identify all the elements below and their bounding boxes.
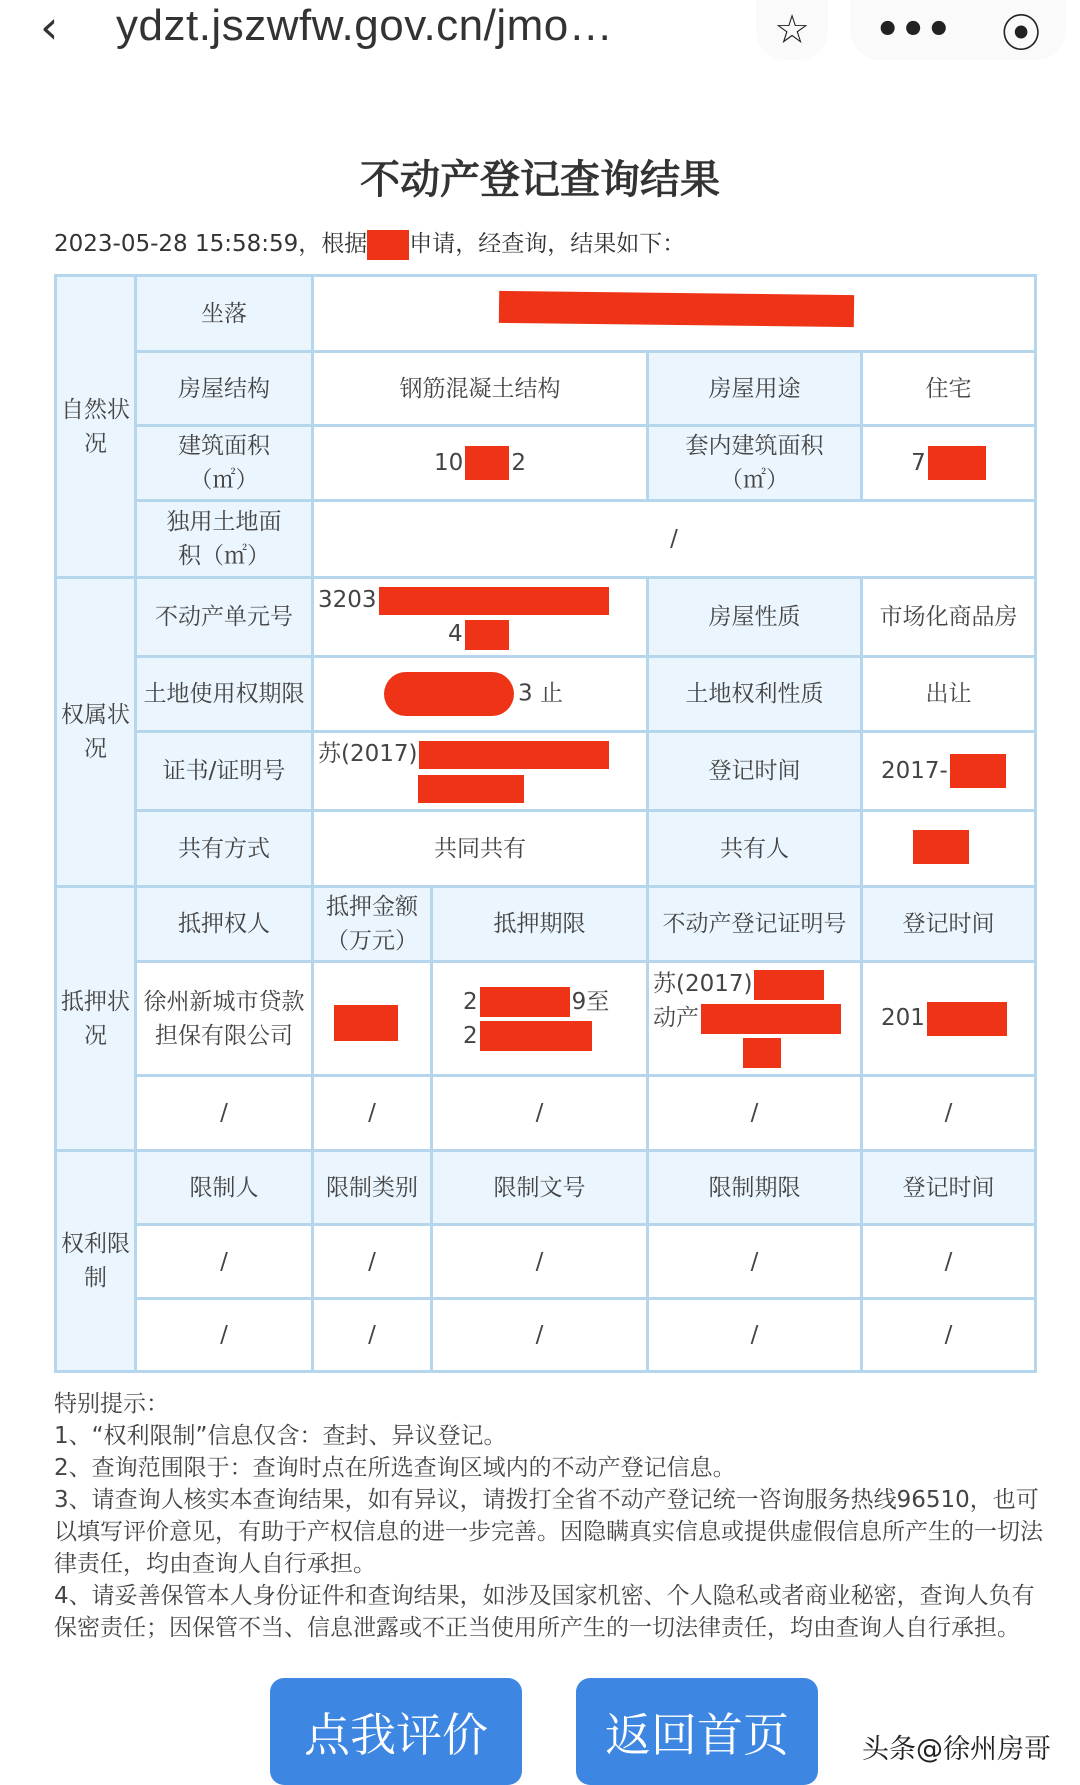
mortgage-header: 不动产登记证明号 <box>648 887 862 962</box>
restriction-cell: / <box>136 1299 313 1372</box>
mortgage-header: 抵押期限 <box>432 887 648 962</box>
mortgage-header: 抵押金额（万元） <box>313 887 432 962</box>
restriction-header: 限制人 <box>136 1151 313 1225</box>
structure-value: 钢筋混凝土结构 <box>313 352 648 426</box>
close-target-icon[interactable]: ⦿ <box>1001 10 1042 57</box>
note-item: 2、查询范围限于：查询时点在所选查询区域内的不动产登记信息。 <box>54 1455 736 1481</box>
mortgage-cell: / <box>313 1076 432 1151</box>
mortgage-header: 登记时间 <box>862 887 1036 962</box>
intro-suffix: 申请，经查询，结果如下： <box>409 231 686 257</box>
mortgage-holder: 徐州新城市贷款担保有限公司 <box>136 962 313 1076</box>
land-right-label: 土地权利性质 <box>648 657 862 732</box>
restriction-cell: / <box>313 1299 432 1372</box>
nature-value: 市场化商品房 <box>862 578 1036 657</box>
nature-label: 房屋性质 <box>648 578 862 657</box>
location-value <box>313 276 1036 352</box>
unit-line2: 4 <box>448 621 463 647</box>
redaction <box>334 1005 398 1041</box>
page-title: 不动产登记查询结果 <box>360 157 720 203</box>
land-area-value: / <box>313 501 1036 578</box>
mortgage-term <box>432 962 648 1076</box>
note-item: 4、请妥善保管本人身份证件和查询结果，如涉及国家机密、个人隐私或者商业秘密，查询人负有保密责任；因保管不当、信息泄露或不正当使用所产生的一切法律责任，均由查询人自行承担。 <box>54 1583 1035 1641</box>
redaction <box>743 1038 781 1068</box>
section-restriction: 权利限制 <box>56 1151 136 1372</box>
result-table <box>54 274 1037 1373</box>
intro-text <box>54 225 685 260</box>
area-tail: 2 <box>511 449 526 476</box>
land-term-value <box>313 657 648 732</box>
share-value: 共同共有 <box>313 811 648 887</box>
term-tail: 9至 <box>571 988 610 1015</box>
section-ownership: 权属状况 <box>56 578 136 887</box>
mortgage-cert <box>648 962 862 1076</box>
mortgage-time-partial: 201 <box>881 1005 925 1032</box>
inner-area-label: 套内建筑面积（㎡） <box>648 426 862 501</box>
redaction <box>367 230 409 260</box>
co-owner-value <box>862 811 1036 887</box>
restriction-cell: / <box>862 1299 1036 1372</box>
url-text[interactable]: ydzt.jszwfw.gov.cn/jmo… <box>116 1 614 50</box>
usage-value: 住宅 <box>862 352 1036 426</box>
star-icon[interactable]: ☆ <box>756 0 828 60</box>
section-mortgage: 抵押状况 <box>56 887 136 1151</box>
browser-bar <box>0 0 1080 60</box>
restriction-cell: / <box>432 1225 648 1299</box>
restriction-header: 限制文号 <box>432 1151 648 1225</box>
reg-time-value <box>862 732 1036 811</box>
cert-partial: 苏(2017) <box>318 741 418 767</box>
usage-label: 房屋用途 <box>648 352 862 426</box>
restriction-header: 限制期限 <box>648 1151 862 1225</box>
note-item: 3、请查询人核实本查询结果，如有异议，请拨打全省不动产登记统一咨询服务热线96510，也可以填写评价意见，有助于产权信息的进一步完善。因隐瞒真实信息或提供虚假信息所产生的一切法律责任，均由查询人自行承担。 <box>54 1487 1043 1577</box>
redaction <box>928 446 986 480</box>
area-value <box>313 426 648 501</box>
term-line2: 2 <box>463 1022 478 1049</box>
section-natural: 自然状况 <box>56 276 136 578</box>
notes-title: 特别提示： <box>54 1391 169 1417</box>
land-area-label: 独用土地面积（㎡） <box>136 501 313 578</box>
land-term-partial: 3 止 <box>518 680 563 707</box>
redaction <box>419 741 609 769</box>
redaction <box>754 970 824 1000</box>
redaction <box>379 587 609 615</box>
back-icon[interactable]: ‹ <box>40 0 59 54</box>
inner-area-partial: 7 <box>911 449 926 476</box>
redaction <box>950 754 1006 788</box>
more-icon[interactable]: ••• <box>874 7 952 53</box>
mortgage-cell: / <box>648 1076 862 1151</box>
cert-value <box>313 732 648 811</box>
location-label: 坐落 <box>136 276 313 352</box>
mortgage-cert-partial: 苏(2017) <box>653 971 753 997</box>
term-partial: 2 <box>463 988 478 1015</box>
restriction-cell: / <box>313 1225 432 1299</box>
mortgage-cell: / <box>136 1076 313 1151</box>
unit-value <box>313 578 648 657</box>
redaction <box>927 1002 1007 1036</box>
land-right-value: 出让 <box>862 657 1036 732</box>
cert-label: 证书/证明号 <box>136 732 313 811</box>
restriction-cell: / <box>648 1299 862 1372</box>
capsule-menu <box>850 0 1066 60</box>
rate-button[interactable]: 点我评价 <box>270 1678 522 1785</box>
mortgage-header: 抵押权人 <box>136 887 313 962</box>
note-item: 1、“权利限制”信息仅含：查封、异议登记。 <box>54 1423 507 1449</box>
mortgage-time <box>862 962 1036 1076</box>
watermark: 头条@徐州房哥 <box>862 1734 1051 1765</box>
redaction <box>384 672 514 716</box>
restriction-header: 登记时间 <box>862 1151 1036 1225</box>
inner-area-value <box>862 426 1036 501</box>
co-owner-label: 共有人 <box>648 811 862 887</box>
redaction <box>701 1004 841 1034</box>
redaction <box>418 775 524 803</box>
unit-label: 不动产单元号 <box>136 578 313 657</box>
reg-time-partial: 2017- <box>881 757 948 784</box>
mortgage-cell: / <box>432 1076 648 1151</box>
unit-partial: 3203 <box>318 587 377 613</box>
redaction <box>465 446 509 480</box>
mortgage-cert-line2: 动产 <box>653 1005 699 1031</box>
restriction-cell: / <box>136 1225 313 1299</box>
area-partial: 10 <box>434 449 464 476</box>
redaction <box>465 620 509 650</box>
redaction <box>913 830 969 864</box>
restriction-cell: / <box>432 1299 648 1372</box>
land-term-label: 土地使用权期限 <box>136 657 313 732</box>
intro-prefix: 2023-05-28 15:58:59，根据 <box>54 231 368 257</box>
mortgage-cell: / <box>862 1076 1036 1151</box>
redaction <box>480 1021 592 1051</box>
restriction-cell: / <box>862 1225 1036 1299</box>
redaction <box>480 987 570 1017</box>
restriction-header: 限制类别 <box>313 1151 432 1225</box>
share-label: 共有方式 <box>136 811 313 887</box>
area-label: 建筑面积（㎡） <box>136 426 313 501</box>
restriction-cell: / <box>648 1225 862 1299</box>
reg-time-label: 登记时间 <box>648 732 862 811</box>
mortgage-amount <box>313 962 432 1076</box>
redaction <box>499 291 854 327</box>
notes <box>54 1388 1044 1644</box>
structure-label: 房屋结构 <box>136 352 313 426</box>
home-button[interactable]: 返回首页 <box>576 1678 818 1785</box>
